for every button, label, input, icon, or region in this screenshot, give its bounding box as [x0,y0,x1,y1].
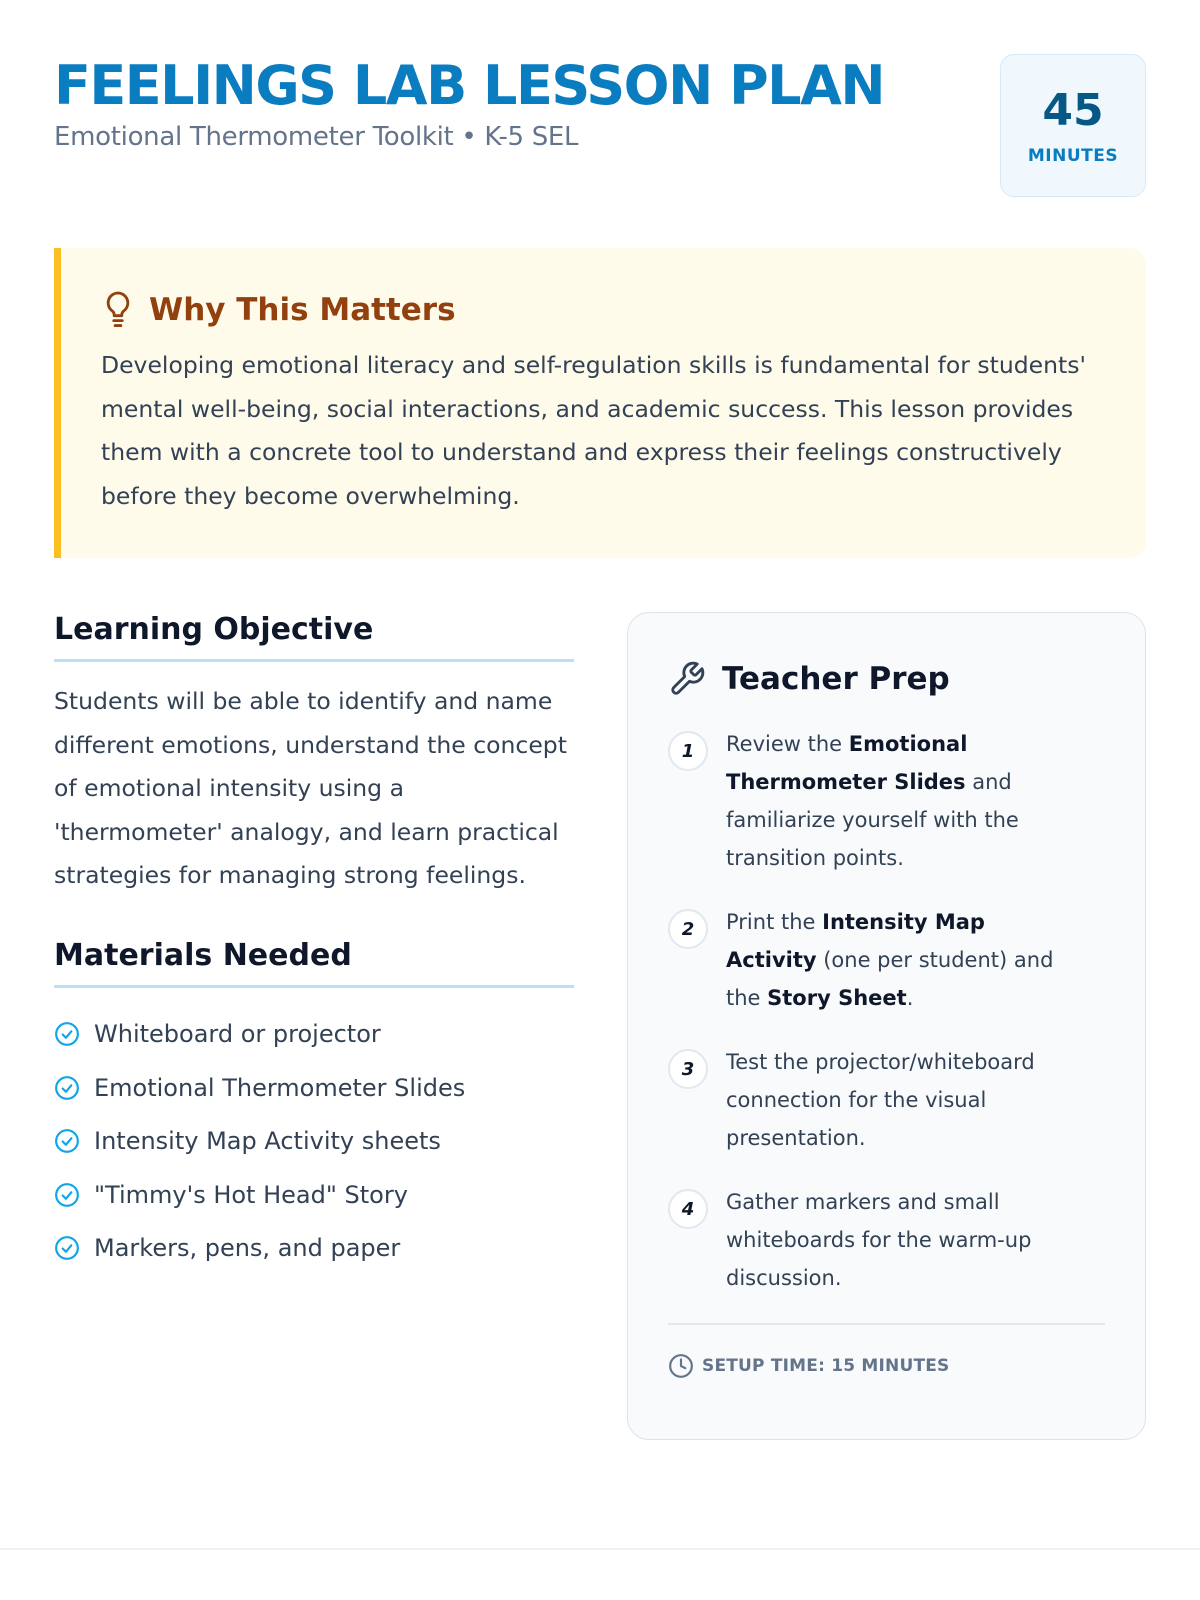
why-this-matters-callout [54,248,1146,558]
prep-header [668,657,1105,701]
objective-text: Students will be able to identify and name different emotions, understand the concept of emotional intensity using a 'thermometer' analogy, and learn practical strategies for managing strong feelings. [54,687,567,889]
materials-list [54,1008,574,1276]
check-circle-icon [54,1075,80,1101]
check-circle-icon [54,1235,80,1261]
prep-step [668,1043,1105,1157]
why-header [101,286,1106,334]
list-item [54,1061,574,1115]
material-label: Intensity Map Activity sheets [94,1127,441,1156]
list-item [54,1008,574,1062]
step-number: 4 [668,1189,708,1229]
teacher-prep-card [627,612,1146,1440]
list-item [54,1222,574,1276]
page-title: FEELINGS LAB LESSON PLAN [54,54,885,117]
material-label: Markers, pens, and paper [94,1234,401,1263]
setup-time-label: SETUP TIME: 15 MINUTES [702,1356,950,1376]
header [54,52,1146,248]
lightbulb-icon [101,290,135,330]
wrench-icon [668,660,706,698]
page-subtitle: Emotional Thermometer Toolkit • K-5 SEL [54,122,579,152]
check-circle-icon [54,1021,80,1047]
prep-steps [668,725,1105,1297]
step-number: 3 [668,1049,708,1089]
step-number: 1 [668,731,708,771]
material-label: Whiteboard or projector [94,1020,381,1049]
setup-time [668,1353,1105,1379]
why-title: Why This Matters [149,292,456,328]
materials-title: Materials Needed [54,938,574,988]
objective-title: Learning Objective [54,612,574,662]
title-block [54,52,884,152]
duration-badge [1000,54,1146,197]
step-text: Print the Intensity Map Activity (one per student) and the Story Sheet. [726,910,1054,1010]
prep-step [668,903,1105,1017]
check-circle-icon [54,1182,80,1208]
footer-divider [0,1548,1200,1550]
left-column [54,612,574,1440]
material-label: Emotional Thermometer Slides [94,1073,466,1102]
prep-title: Teacher Prep [722,661,950,697]
step-text: Review the Emotional Thermometer Slides and familiarize yourself with the transition points. [726,732,1019,870]
prep-step [668,1183,1105,1297]
list-item [54,1168,574,1222]
step-number: 2 [668,909,708,949]
list-item [54,1115,574,1169]
clock-icon [668,1353,694,1379]
material-label: "Timmy's Hot Head" Story [94,1180,408,1209]
check-circle-icon [54,1128,80,1154]
content-columns [54,612,1146,1440]
duration-unit: MINUTES [1027,145,1119,166]
divider [668,1323,1105,1325]
prep-step [668,725,1105,877]
step-text: Test the projector/whiteboard connection for the visual presentation. [726,1050,1035,1150]
duration-value: 45 [1042,84,1104,136]
step-text: Gather markers and small whiteboards for the warm-up discussion. [726,1190,1032,1290]
why-text: Developing emotional literacy and self-regulation skills is fundamental for students' mental well-being, social interactions, and academic success. This lesson provides them with a concrete tool to understand and express their feelings constructively before they become overwhelming. [101,351,1086,510]
